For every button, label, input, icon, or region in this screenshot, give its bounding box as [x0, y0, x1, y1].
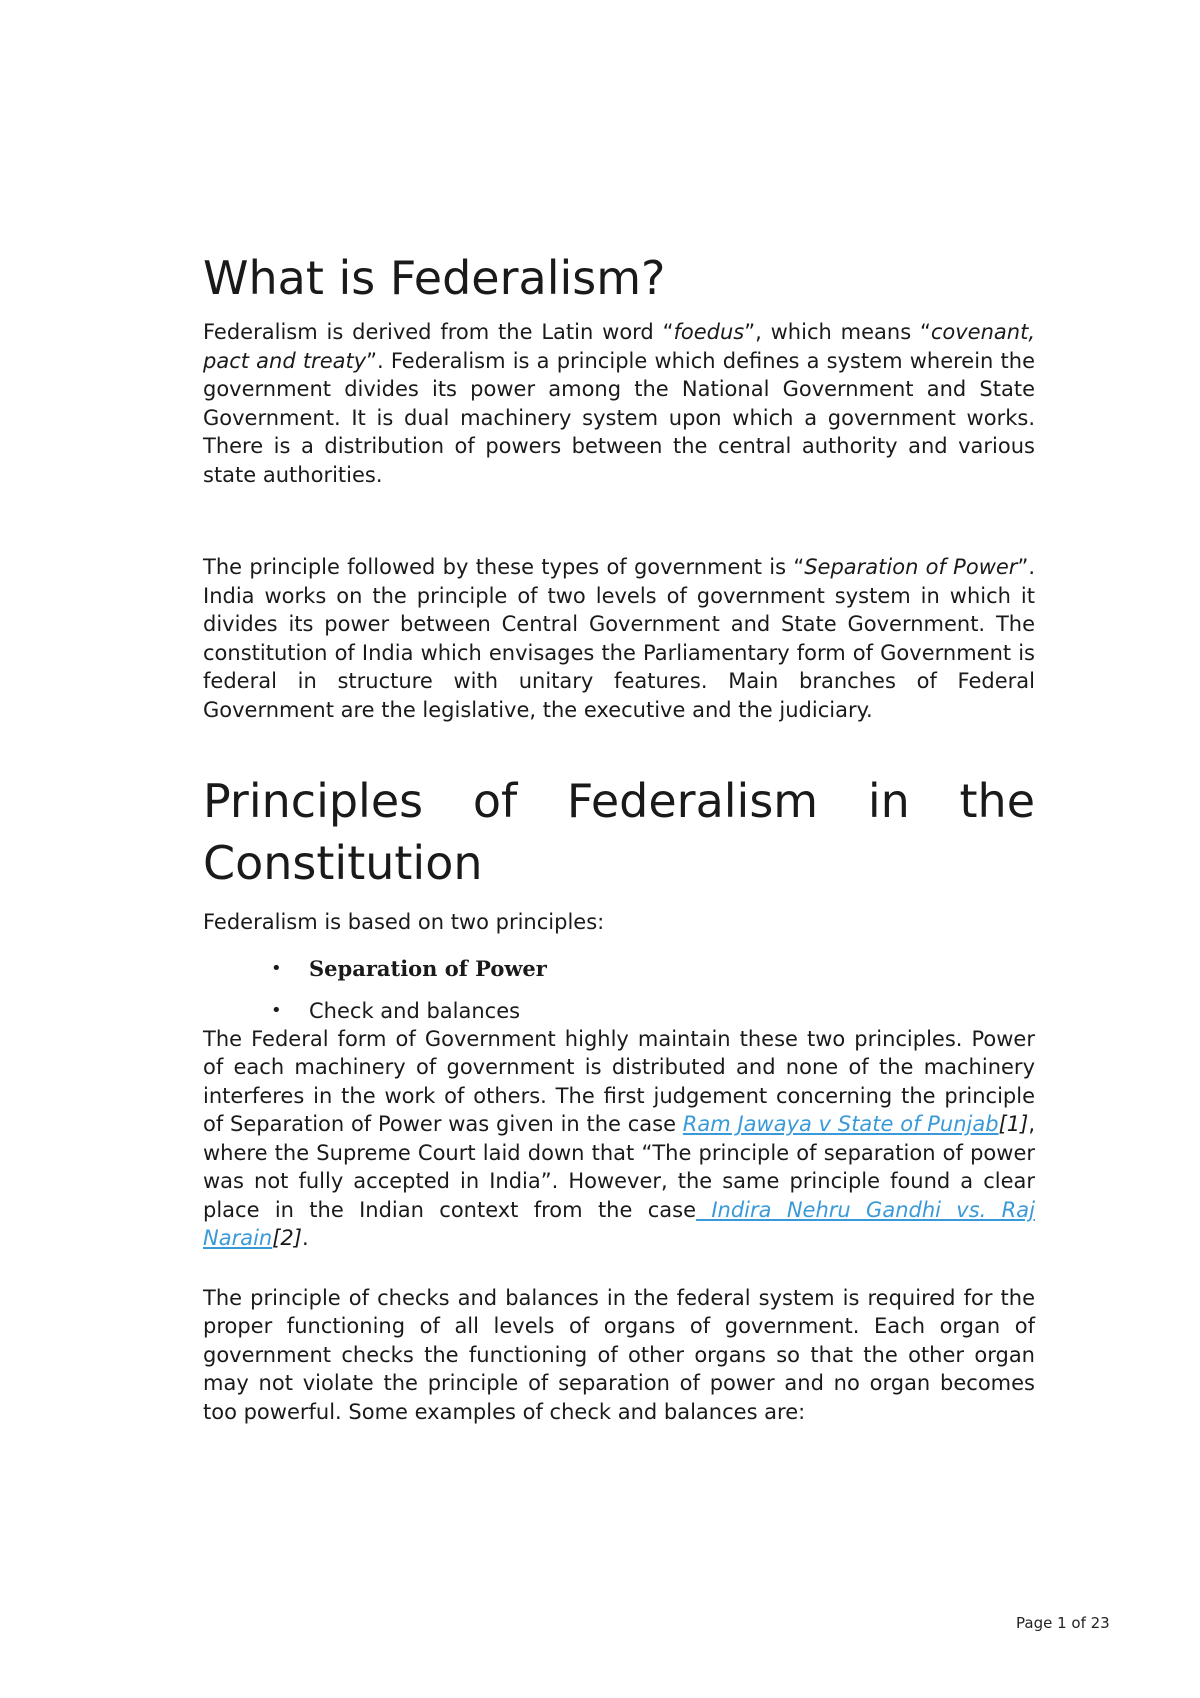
paragraph-federal-form: [203, 1025, 1035, 1253]
list-item-label: Separation of Power: [309, 955, 547, 981]
list-item: [265, 997, 1035, 1025]
paragraph-definition: [203, 318, 1035, 489]
list-item-label: Check and balances: [309, 998, 521, 1023]
italic-separation-of-power: Separation of Power: [804, 555, 1018, 579]
text-run: ”. India works on the principle of two levels of government system in which it divides its power between Central Government and State Government. The constitution of India which envisages the Parliamentary form of Government is federal in structure with unitary features. Main branches of Federal Government are the legislative, the executive and the judiciary.: [203, 555, 1035, 722]
italic-foedus: foedus: [673, 320, 745, 344]
list-item: [265, 955, 1035, 983]
text-run: The Federal form of Government highly maintain these two principles. Power of each machinery of government is distributed and none of the machinery interferes in the work of others. The first judgement concerning the principle of Separation of Power was given in the case: [203, 1026, 1035, 1136]
spacer: [203, 1253, 1035, 1284]
italic-covenant: covenant, pact and treaty: [203, 320, 1035, 373]
link-indira-gandhi[interactable]: Indira Nehru Gandhi vs. Raj Narain: [203, 1197, 1035, 1250]
heading-principles-of-federalism: Principles of Federalism in the Constitution: [203, 774, 1035, 890]
paragraph-checks-balances: The principle of checks and balances in the federal system is required for the proper functioning of all levels of organs of government. Each organ of government checks the functioning of other organs so that the other organ may not violate the principle of separation of power and no organ becomes too powerful. Some examples of check and balances are:: [203, 1285, 1035, 1424]
link-ram-jawaya[interactable]: Ram Jawaya v State of Punjab: [682, 1112, 999, 1136]
page-content: [203, 248, 1035, 1426]
bullet-icon: •: [271, 999, 282, 1021]
text-run: The principle followed by these types of government is “: [203, 555, 805, 579]
heading-what-is-federalism: What is Federalism?: [203, 251, 666, 305]
spacer: [203, 489, 1035, 553]
footnote-ref-2[interactable]: [2]: [272, 1226, 302, 1250]
paragraph-separation-principle: [203, 553, 1035, 724]
text-run: ”, which means “: [744, 320, 931, 344]
principles-list: [203, 955, 1035, 1025]
bullet-icon: •: [271, 957, 282, 979]
text-run: Federalism is derived from the Latin word “: [203, 320, 674, 344]
text-run: ”. Federalism is a principle which defines a system wherein the government divides its power among the National Government and State Government. It is dual machinery system upon which a government works. There is a distribution of powers between the central authority and various state authorities.: [203, 348, 1036, 487]
text-run: .: [301, 1226, 309, 1250]
page-number: Page 1 of 23: [1016, 1614, 1110, 1632]
footnote-ref-1[interactable]: [1]: [998, 1112, 1029, 1136]
text-run: , where the Supreme Court laid down that “The principle of separation of power was not fully accepted in India”. However, the same principle found a clear place in the Indian context from the case: [203, 1112, 1035, 1222]
paragraph-intro: Federalism is based on two principles:: [203, 910, 605, 934]
